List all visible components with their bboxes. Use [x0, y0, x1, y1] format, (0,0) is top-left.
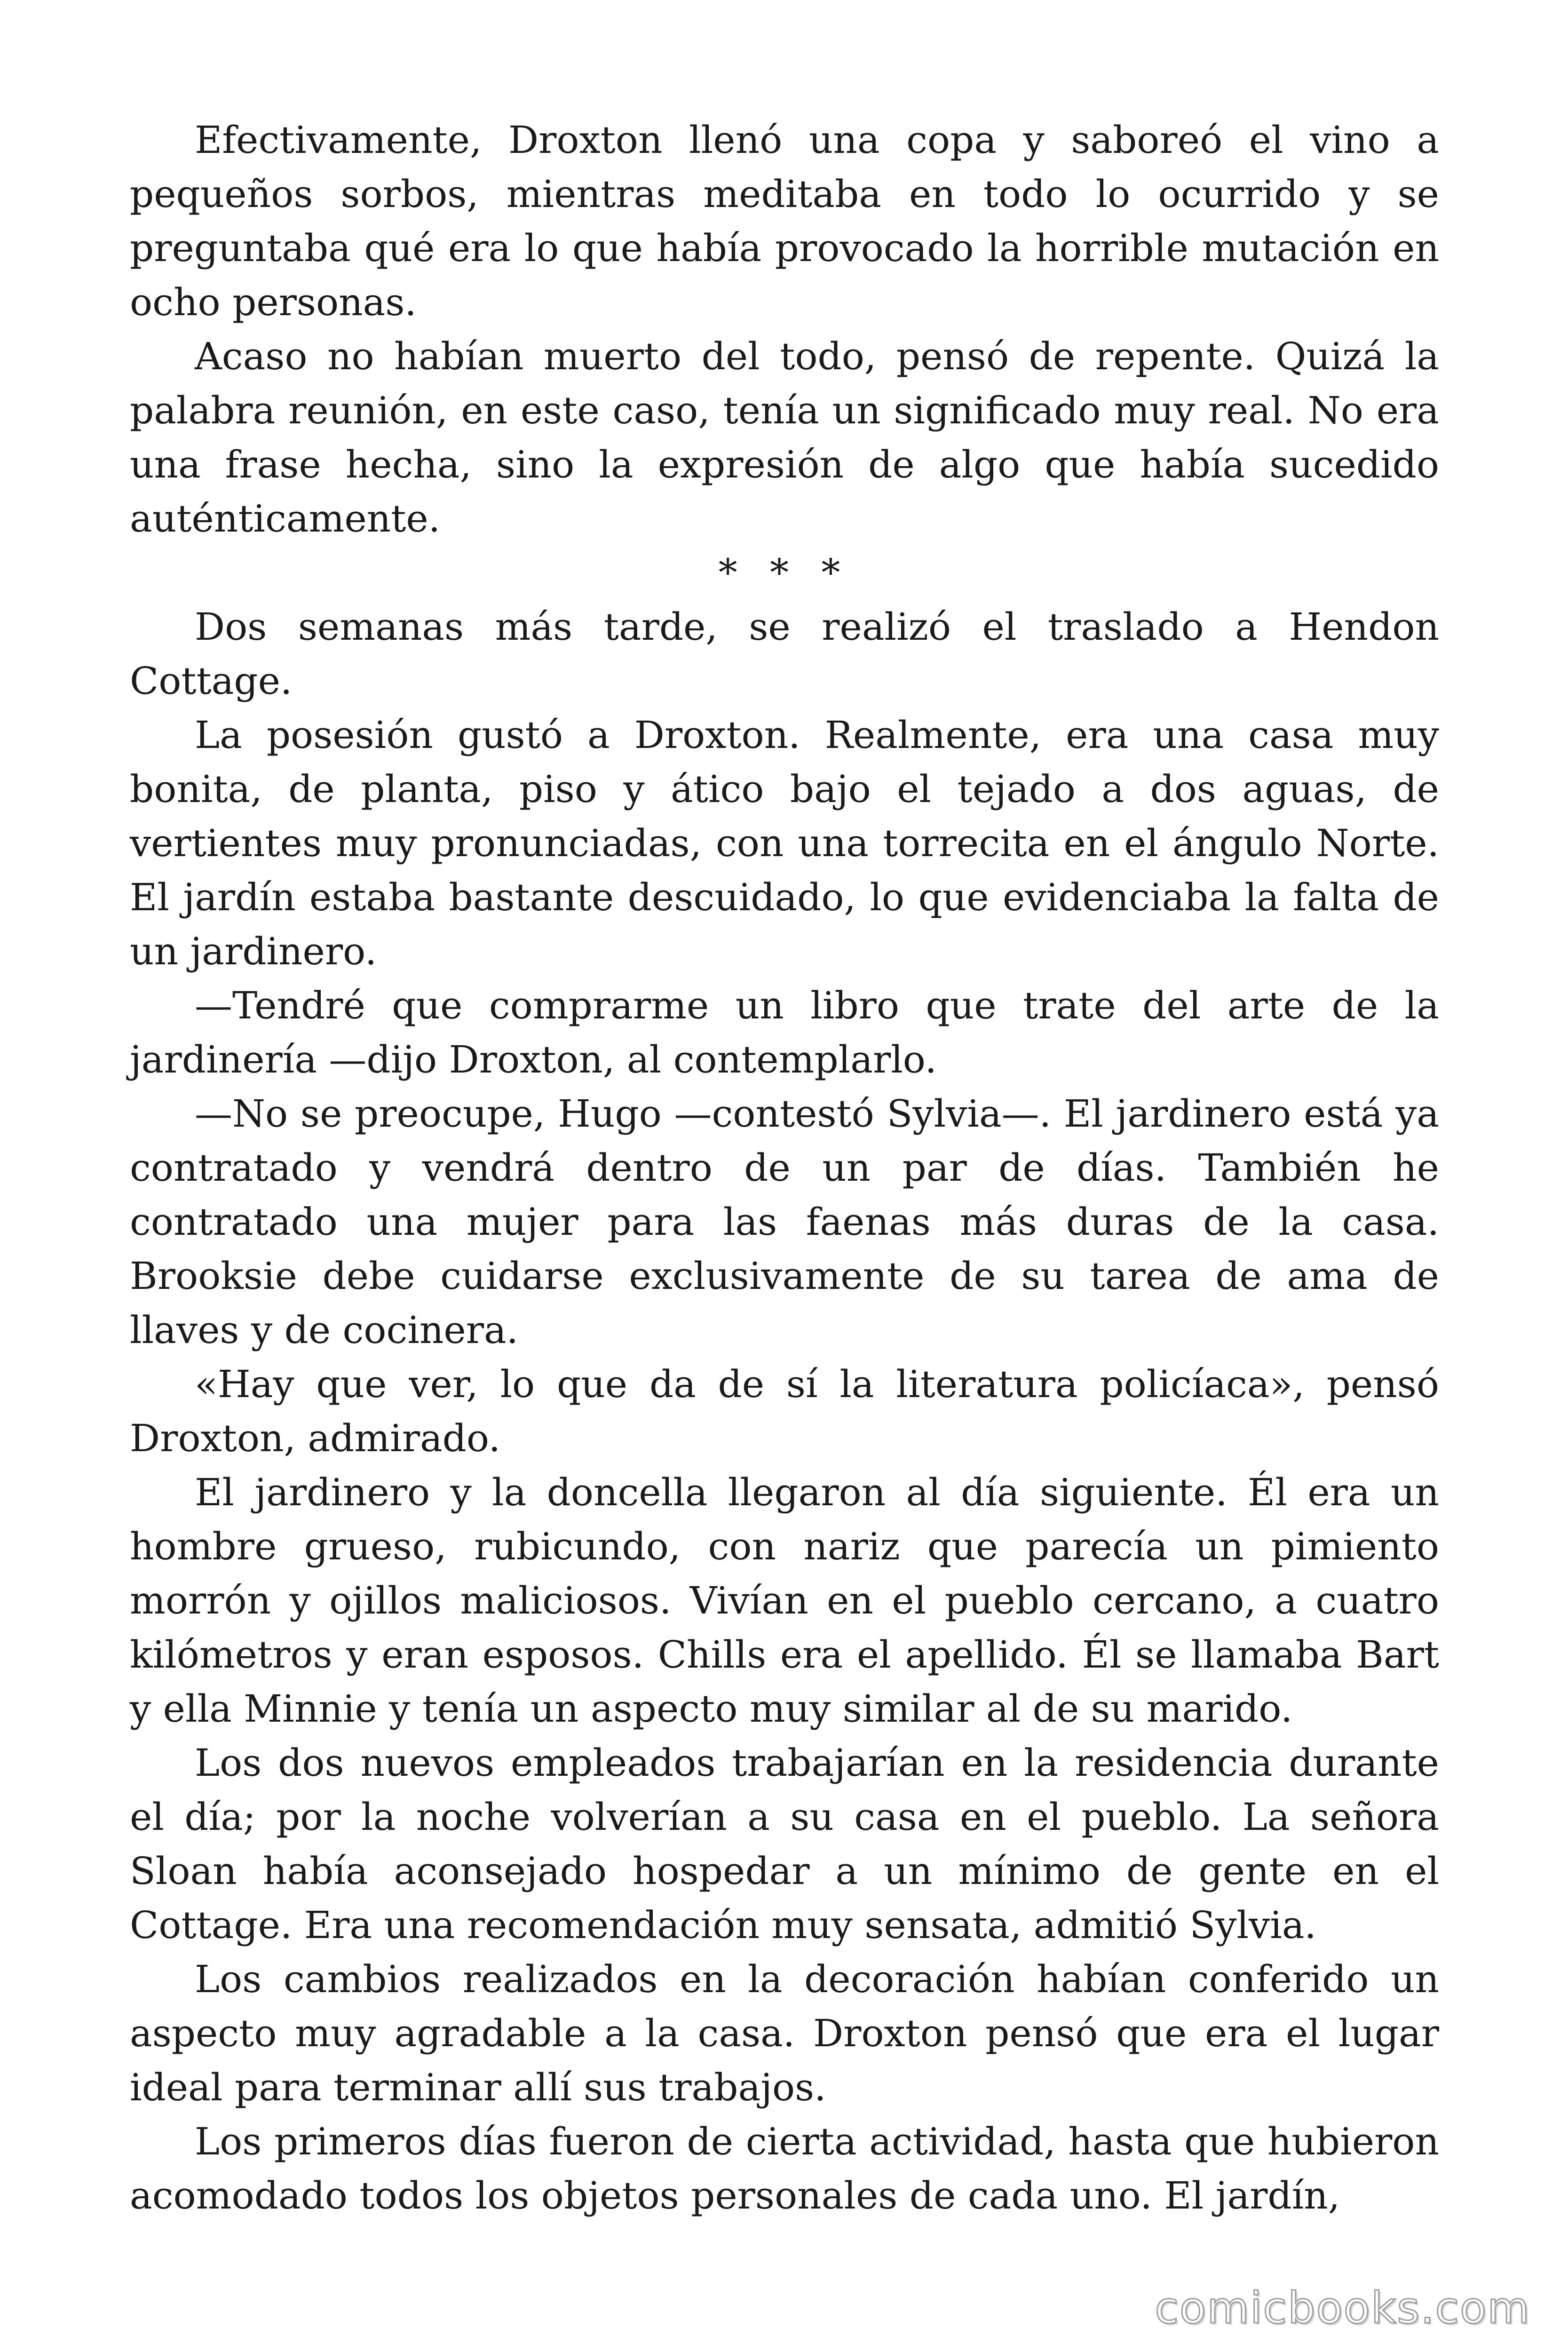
- paragraph: Efectivamente, Droxton llenó una copa y saboreó el vino a pequeños sorbos, mientras meditaba en todo lo ocurrido y se preguntaba qué era lo que había provocado la horrible mutación en ocho personas.: [130, 118, 1439, 324]
- paragraph: Los cambios realizados en la decoración habían conferido un aspecto muy agradable a la casa. Droxton pensó que era el lugar ideal para terminar allí sus trabajos.: [130, 1957, 1439, 2109]
- paragraph: Los primeros días fueron de cierta actividad, hasta que hubieron acomodado todos los objetos personales de cada uno. El jardín,: [130, 2120, 1439, 2217]
- paragraph: Dos semanas más tarde, se realizó el traslado a Hendon Cottage.: [130, 605, 1439, 703]
- paragraph: Los dos nuevos empleados trabajarían en la residencia durante el día; por la noche volverían a su casa en el pueblo. La señora Sloan había aconsejado hospedar a un mínimo de gente en el Cottage. Era una recomendación muy sensata, admitió Sylvia.: [130, 1741, 1439, 1947]
- paragraph: —Tendré que comprarme un libro que trate del arte de la jardinería —dijo Droxton, al contemplarlo.: [130, 984, 1439, 1081]
- paragraph: La posesión gustó a Droxton. Realmente, era una casa muy bonita, de planta, piso y ático bajo el tejado a dos aguas, de vertientes muy pronunciadas, con una torrecita en el ángulo Norte. El jardín estaba bastante descuidado, lo que evidenciaba la falta de un jardinero.: [130, 713, 1439, 973]
- section-break: * * *: [718, 551, 851, 595]
- paragraph: Acaso no habían muerto del todo, pensó de repente. Quizá la palabra reunión, en este caso, tenía un significado muy real. No era una frase hecha, sino la expresión de algo que había sucedido auténticamente.: [130, 334, 1439, 540]
- page-body: [130, 113, 1439, 2223]
- paragraph: —No se preocupe, Hugo —contestó Sylvia—. El jardinero está ya contratado y vendrá dentro de un par de días. También he contratado una mujer para las faenas más duras de la casa. Brooksie debe cuidarse exclusivamente de su tarea de ama de llaves y de cocinera.: [130, 1092, 1439, 1352]
- watermark: comicbooks.com: [1155, 2283, 1530, 2333]
- paragraph: El jardinero y la doncella llegaron al día siguiente. Él era un hombre grueso, rubicundo, con nariz que parecía un pimiento morrón y ojillos maliciosos. Vivían en el pueblo cercano, a cuatro kilómetros y eran esposos. Chills era el apellido. Él se llamaba Bart y ella Minnie y tenía un aspecto muy similar al de su marido.: [130, 1470, 1439, 1731]
- paragraph: «Hay que ver, lo que da de sí la literatura policíaca», pensó Droxton, admirado.: [130, 1362, 1439, 1460]
